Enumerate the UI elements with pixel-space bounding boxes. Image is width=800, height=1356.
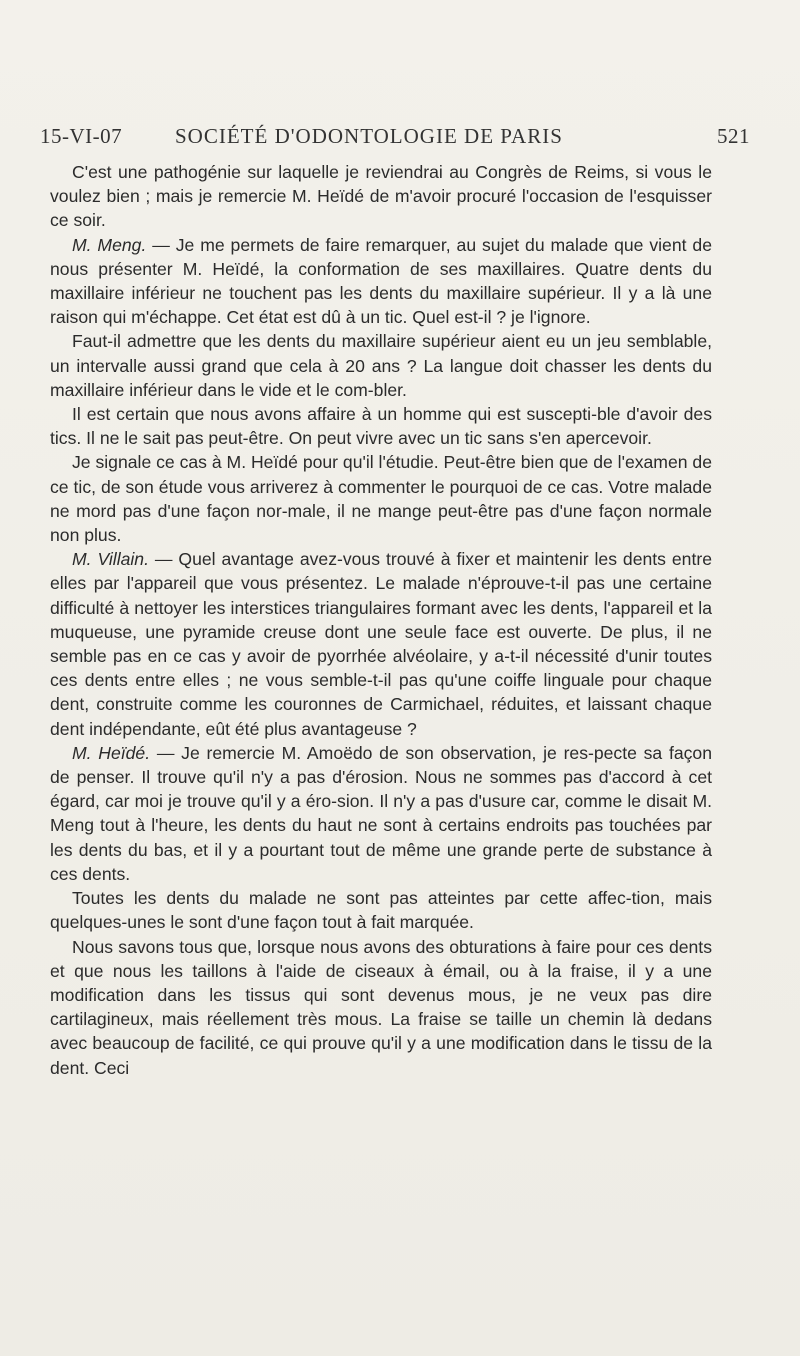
paragraph: Nous savons tous que, lorsque nous avons des obturations à faire pour ces dents et que nous les taillons à l'aide de ciseaux à émail, ou à la fraise, il y a une modification dans les tissus qui sont devenus mous, je ne veux pas dire cartilagineux, mais réellement très mous. La fraise se taille un chemin là dedans avec beaucoup de facilité, ce qui prouve qu'il y a une modification dans le tissu de la dent. Ceci [50, 936, 712, 1078]
paragraph: Il est certain que nous avons affaire à un homme qui est suscepti-ble d'avoir des tics. Il ne le sait pas peut-être. On peut vivre avec un tic sans s'en apercevoir. [50, 404, 712, 449]
speaker-name: M. Heïdé. [72, 742, 151, 763]
paragraph: M. Villain. — Quel avantage avez-vous trouvé à fixer et maintenir les dents entre elles par l'appareil que vous présentez. Le malade n'éprouve-t-il pas une certaine difficulté à nettoyer les interstices triangulaires formant avec les dents, l'appareil et la muqueuse, une pyramide creuse dont une seule face est ouverte. De plus, il ne semble pas en ce cas y avoir de pyorrhée alvéolaire, y a-t-il nécessité d'unir toutes ces dents entre elles ; ne vous semble-t-il pas qu'une coiffe linguale pour chaque dent, construite comme les couronnes de Carmichael, réduites, et laissant chaque dent indépendante, eût été plus avantageuse ? [50, 549, 712, 739]
paragraph: Je signale ce cas à M. Heïdé pour qu'il l'étudie. Peut-être bien que de l'examen de ce tic, de son étude vous arriverez à commenter le pourquoi de ce cas. Votre malade ne mord pas d'une façon nor-male, il ne mange peut-être pas d'une façon normale non plus. [50, 452, 712, 546]
running-header [40, 124, 750, 154]
header-date: 15-VI-07 [40, 124, 123, 148]
speaker-name: M. Meng. [72, 234, 147, 255]
paragraph: Faut-il admettre que les dents du maxillaire supérieur aient eu un jeu semblable, un intervalle aussi grand que cela à 20 ans ? La langue doit chasser les dents du maxillaire inférieur dans le vide et le com-bler. [50, 331, 712, 400]
header-title: SOCIÉTÉ D'ODONTOLOGIE DE PARIS [175, 124, 563, 148]
page-number: 521 [717, 124, 750, 148]
paragraph: Toutes les dents du malade ne sont pas atteintes par cette affec-tion, mais quelques-unes le sont d'une façon tout à fait marquée. [50, 888, 712, 933]
speaker-name: M. Villain. [72, 549, 149, 570]
paragraph: M. Heïdé. — Je remercie M. Amoëdo de son observation, je res-pecte sa façon de penser. Il trouve qu'il n'y a pas d'érosion. Nous ne sommes pas d'accord à cet égard, car moi je trouve qu'il y a éro-sion. Il n'y a pas d'usure car, comme le disait M. Meng tout à l'heure, les dents du haut ne sont à certains endroits pas touchées par les dents du bas, et il y a pourtant tout de même une grande perte de substance à ces dents. [50, 742, 712, 884]
paragraph: C'est une pathogénie sur laquelle je reviendrai au Congrès de Reims, si vous le voulez bien ; mais je remercie M. Heïdé de m'avoir procuré l'occasion de l'esquisser ce soir. [50, 162, 712, 231]
body-text [50, 160, 712, 1080]
paragraph: M. Meng. — Je me permets de faire remarquer, au sujet du malade que vient de nous présenter M. Heïdé, la conformation de ses maxillaires. Quatre dents du maxillaire inférieur ne touchent pas les dents du maxillaire supérieur. Il y a là une raison qui m'échappe. Cet état est dû à un tic. Quel est-il ? je l'ignore. [50, 234, 712, 328]
